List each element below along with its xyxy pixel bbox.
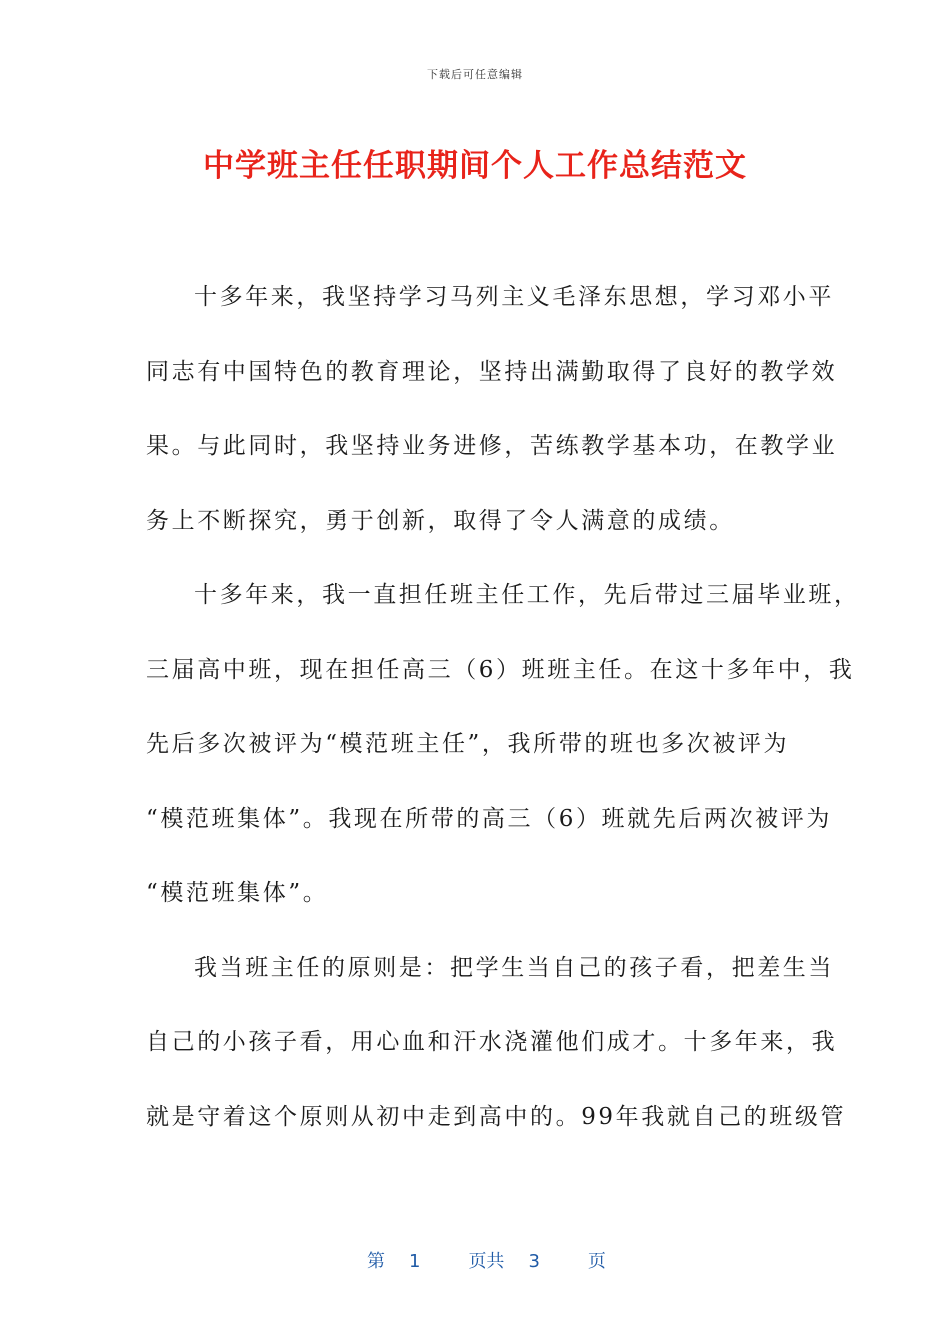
paragraph-line: 我当班主任的原则是：把学生当自己的孩子看，把差生当	[194, 954, 834, 981]
document-body	[146, 272, 860, 1166]
paragraph-line: “模范班集体”。	[146, 880, 329, 906]
footer-page-suffix: 页	[587, 1251, 606, 1272]
paragraph	[146, 570, 860, 943]
paragraph-line: 自己的小孩子看，用心血和汗水浇灌他们成才。十多年来，我	[146, 1029, 838, 1055]
document-title: 中学班主任任职期间个人工作总结范文	[203, 148, 747, 184]
paragraph-line: “模范班集体”。我现在所带的高三（6）班就先后两次被评为	[146, 805, 832, 832]
paragraph-line: 先后多次被评为“模范班主任”，我所带的班也多次被评为	[146, 731, 790, 757]
paragraph	[146, 943, 847, 1167]
paragraph-line: 同志有中国特色的教育理论，坚持出满勤取得了良好的教学效	[146, 358, 838, 385]
paragraph-line: 果。与此同时，我坚持业务进修，苦练教学基本功，在教学业	[146, 433, 838, 459]
header-note: 下载后可任意编辑	[427, 68, 523, 81]
paragraph-line: 十多年来，我一直担任班主任工作，先后带过三届毕业班，	[194, 582, 860, 608]
footer-total-pages: 3	[528, 1251, 540, 1272]
paragraph-line: 十多年来，我坚持学习马列主义毛泽东思想，学习邓小平	[194, 284, 834, 310]
footer-current-page: 1	[408, 1251, 421, 1272]
paragraph-line: 务上不断探究，勇于创新，取得了令人满意的成绩。	[146, 507, 735, 534]
paragraph-line: 三届高中班，现在担任高三（6）班班主任。在这十多年中，我	[146, 656, 855, 683]
paragraph-line: 就是守着这个原则从初中走到高中的。99年我就自己的班级管	[146, 1103, 847, 1130]
paragraph	[146, 272, 838, 570]
footer-page-word: 第	[366, 1251, 385, 1272]
footer-total-word: 页共	[468, 1251, 505, 1272]
page-footer	[0, 1226, 950, 1294]
